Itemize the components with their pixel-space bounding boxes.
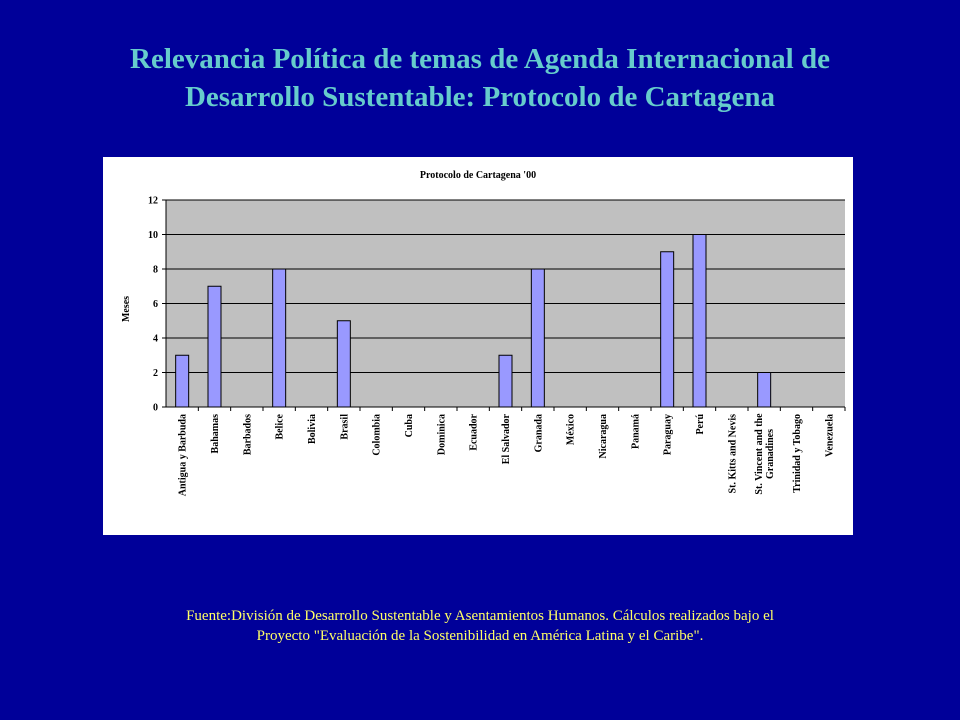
y-axis-label: Meses bbox=[121, 295, 132, 323]
x-tick-label: Antigua y Barbuda bbox=[177, 414, 189, 497]
slide-title-line-1: Relevancia Política de temas de Agenda Internacional de bbox=[130, 43, 830, 75]
x-tick-label: St. Vincent and theGranadines bbox=[754, 413, 777, 495]
y-tick-label: 8 bbox=[153, 264, 158, 276]
bar bbox=[693, 235, 706, 408]
x-tick-label: Venezuela bbox=[824, 414, 836, 457]
slide-title-line-2: Desarrollo Sustentable: Protocolo de Cartagena bbox=[184, 81, 776, 113]
x-tick-label: Cuba bbox=[404, 414, 415, 438]
y-tick-labels bbox=[148, 196, 158, 414]
chart-container bbox=[103, 157, 853, 535]
x-tick-label: Colombia bbox=[371, 414, 383, 456]
x-tick-label: Perú bbox=[695, 414, 706, 435]
x-tick-label: Trinidad y Tobago bbox=[792, 414, 803, 493]
bar bbox=[661, 252, 674, 407]
x-tick-label: St. Kitts and Nevis bbox=[727, 414, 739, 494]
x-tick-label: Granada bbox=[533, 414, 545, 453]
x-tick-label: Bolivia bbox=[307, 414, 318, 445]
x-tick-label: Paraguay bbox=[662, 414, 674, 456]
bar bbox=[208, 286, 221, 407]
source-note bbox=[80, 606, 880, 646]
y-tick-label: 0 bbox=[153, 402, 158, 414]
x-tick-label: Nicaragua bbox=[598, 414, 609, 459]
y-tick-label: 12 bbox=[148, 195, 158, 207]
x-tick-label: Belice bbox=[274, 414, 286, 440]
y-tick-label: 6 bbox=[153, 299, 158, 310]
y-tick-label: 10 bbox=[148, 230, 158, 241]
y-tick-label: 4 bbox=[153, 333, 158, 345]
source-note-line-1: Fuente:División de Desarrollo Sustentable y Asentamientos Humanos. Cálculos realizados bajo el bbox=[186, 608, 774, 624]
x-tick-label: Panamá bbox=[630, 414, 642, 449]
bar bbox=[758, 373, 771, 408]
x-tick-label: Ecuador bbox=[468, 414, 480, 451]
y-tick-label: 2 bbox=[153, 368, 158, 379]
bar bbox=[273, 269, 286, 407]
bar bbox=[499, 355, 512, 407]
x-tick-label: Dominica bbox=[436, 414, 448, 456]
x-tick-label: Barbados bbox=[242, 414, 254, 456]
bar bbox=[531, 269, 544, 407]
bar-chart bbox=[103, 157, 853, 535]
x-tick-label: Bahamas bbox=[210, 414, 221, 454]
chart-title: Protocolo de Cartagena '00 bbox=[419, 170, 537, 181]
x-tick-labels bbox=[178, 413, 836, 496]
bar bbox=[337, 321, 350, 407]
x-tick-label: El Salvador bbox=[501, 414, 512, 465]
x-tick-label: México bbox=[565, 414, 577, 446]
source-note-line-2: Proyecto "Evaluación de la Sostenibilidad en América Latina y el Caribe". bbox=[256, 628, 704, 644]
slide-title bbox=[40, 40, 920, 116]
bar bbox=[176, 355, 189, 407]
x-tick-label: Brasil bbox=[339, 414, 351, 440]
